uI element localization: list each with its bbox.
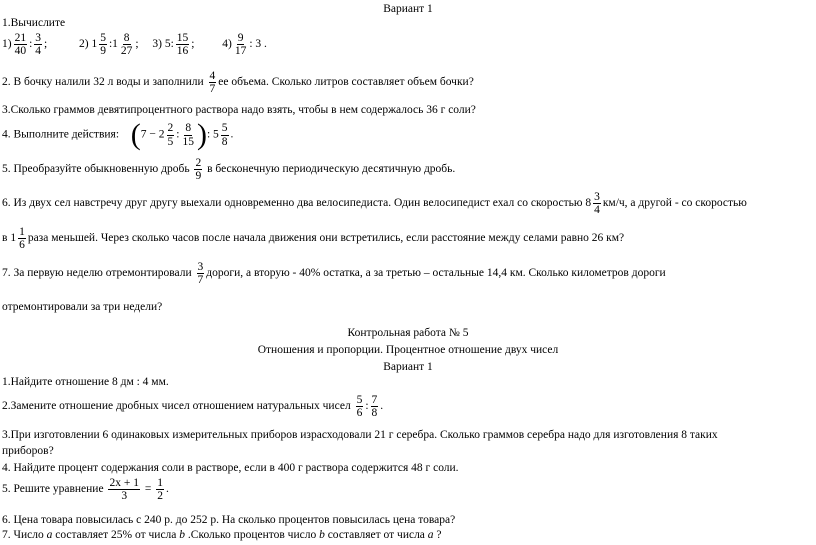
fraction: $\frac{5}{8}$: [221, 122, 228, 148]
fraction: $\frac{7}{8}$: [371, 394, 378, 420]
cw-task-6: 6. Цена товара повысилась с 240 р. до 252 р. На сколько процентов повысилась цена товара?: [2, 514, 456, 526]
task-5: 5. Преобразуйте обыкновенную дробь $\frac{2}{9}$ в бесконечную периодическую десятичную дробь.: [2, 157, 456, 183]
task-1-expressions: 1) $\frac{21}{40}$ : $\frac{3}{4}$ ; 2) 1 5 9 :1 $\frac{8}{27}$ ; 3) 5: $\frac{15}{16}$ ; 4) $\frac{9}{17}$ : 3 .: [2, 32, 267, 58]
task-2: 2. В бочку налили 32 л воды и заполнили $\frac{4}{7}$ ее объема. Сколько литров составляет объем бочки?: [2, 70, 474, 96]
fraction: $\frac{21}{40}$: [14, 32, 27, 58]
fraction: $\frac{15}{16}$: [176, 32, 189, 58]
cw-task-3-line-1: 3.При изготовлении 6 одинаковых измерительных приборов израсходовали 21 г серебра. Сколько граммов серебра надо для изготовления 8 таких: [2, 429, 718, 441]
fraction: $\frac{5}{6}$: [356, 394, 363, 420]
cw-task-2: 2.Замените отношение дробных чисел отношением натуральных чисел $\frac{5}{6}$ : $\frac{7}{8}$ .: [2, 394, 384, 420]
cw-task-7: 7. Число a составляет 25% от числа b .Сколько процентов число b составляет от числа a ?: [2, 529, 442, 541]
fraction: $\frac{8}{15}$: [182, 122, 194, 148]
task-6-line-1: 6. Из двух сел навстречу друг другу выехали одновременно два велосипедиста. Один велосипедист ехал со скоростью 8 3 4 км/ч, а другой - со скоростью: [2, 191, 747, 217]
fraction: $\frac{2x + 1}{3}$: [109, 477, 139, 503]
fraction: 1 6: [19, 226, 25, 252]
fraction: $\frac{1}{2}$: [157, 477, 163, 503]
control-work-variant: Вариант 1: [383, 361, 433, 373]
task-1-heading: 1.Вычислите: [2, 17, 66, 29]
fraction: 5 9: [100, 32, 106, 58]
control-work-subtitle: Отношения и пропорции. Процентное отношение двух чисел: [257, 344, 559, 356]
task-7-line-1: 7. За первую неделю отремонтировали $\frac{3}{7}$ дороги, а вторую - 40% остатка, а за третью – остальные 14,4 км. Сколько километров дороги: [2, 261, 666, 287]
variant-title: Вариант 1: [383, 3, 433, 15]
fraction: $\frac{8}{27}$: [120, 32, 133, 58]
cw-task-4: 4. Найдите процент содержания соли в растворе, если в 400 г раствора содержится 48 г соли.: [2, 462, 459, 474]
task-4: 4. Выполните действия: (7 − 2 $\frac{2}{5}$ : $\frac{8}{15}$ ): 5 $\frac{5}{8}$ .: [2, 118, 234, 151]
fraction: $\frac{3}{7}$: [197, 261, 204, 287]
cw-task-5: 5. Решите уравнение $\frac{2x + 1}{3}$ = $\frac{1}{2}$ .: [2, 477, 169, 503]
cw-task-3-line-2: приборов?: [2, 445, 54, 457]
control-work-title: Контрольная работа № 5: [347, 327, 469, 339]
fraction: $\frac{2}{5}$: [167, 122, 174, 148]
task-7-line-2: отремонтировали за три недели?: [2, 301, 163, 313]
task-6-line-2: в 1 1 6 раза меньшей. Через сколько часов после начала движения они встретились, если расстояние между селами равно 26 км?: [2, 226, 625, 252]
fraction: $\frac{4}{7}$: [209, 70, 216, 96]
fraction: 3 4: [594, 191, 600, 217]
fraction: $\frac{2}{9}$: [195, 157, 202, 183]
task-3: 3.Сколько граммов девятипроцентного раствора надо взять, чтобы в нем содержалось 36 г соли?: [2, 104, 476, 116]
cw-task-1: 1.Найдите отношение 8 дм : 4 мм.: [2, 376, 169, 388]
fraction: $\frac{9}{17}$: [234, 32, 247, 58]
fraction: $\frac{3}{4}$: [35, 32, 42, 58]
